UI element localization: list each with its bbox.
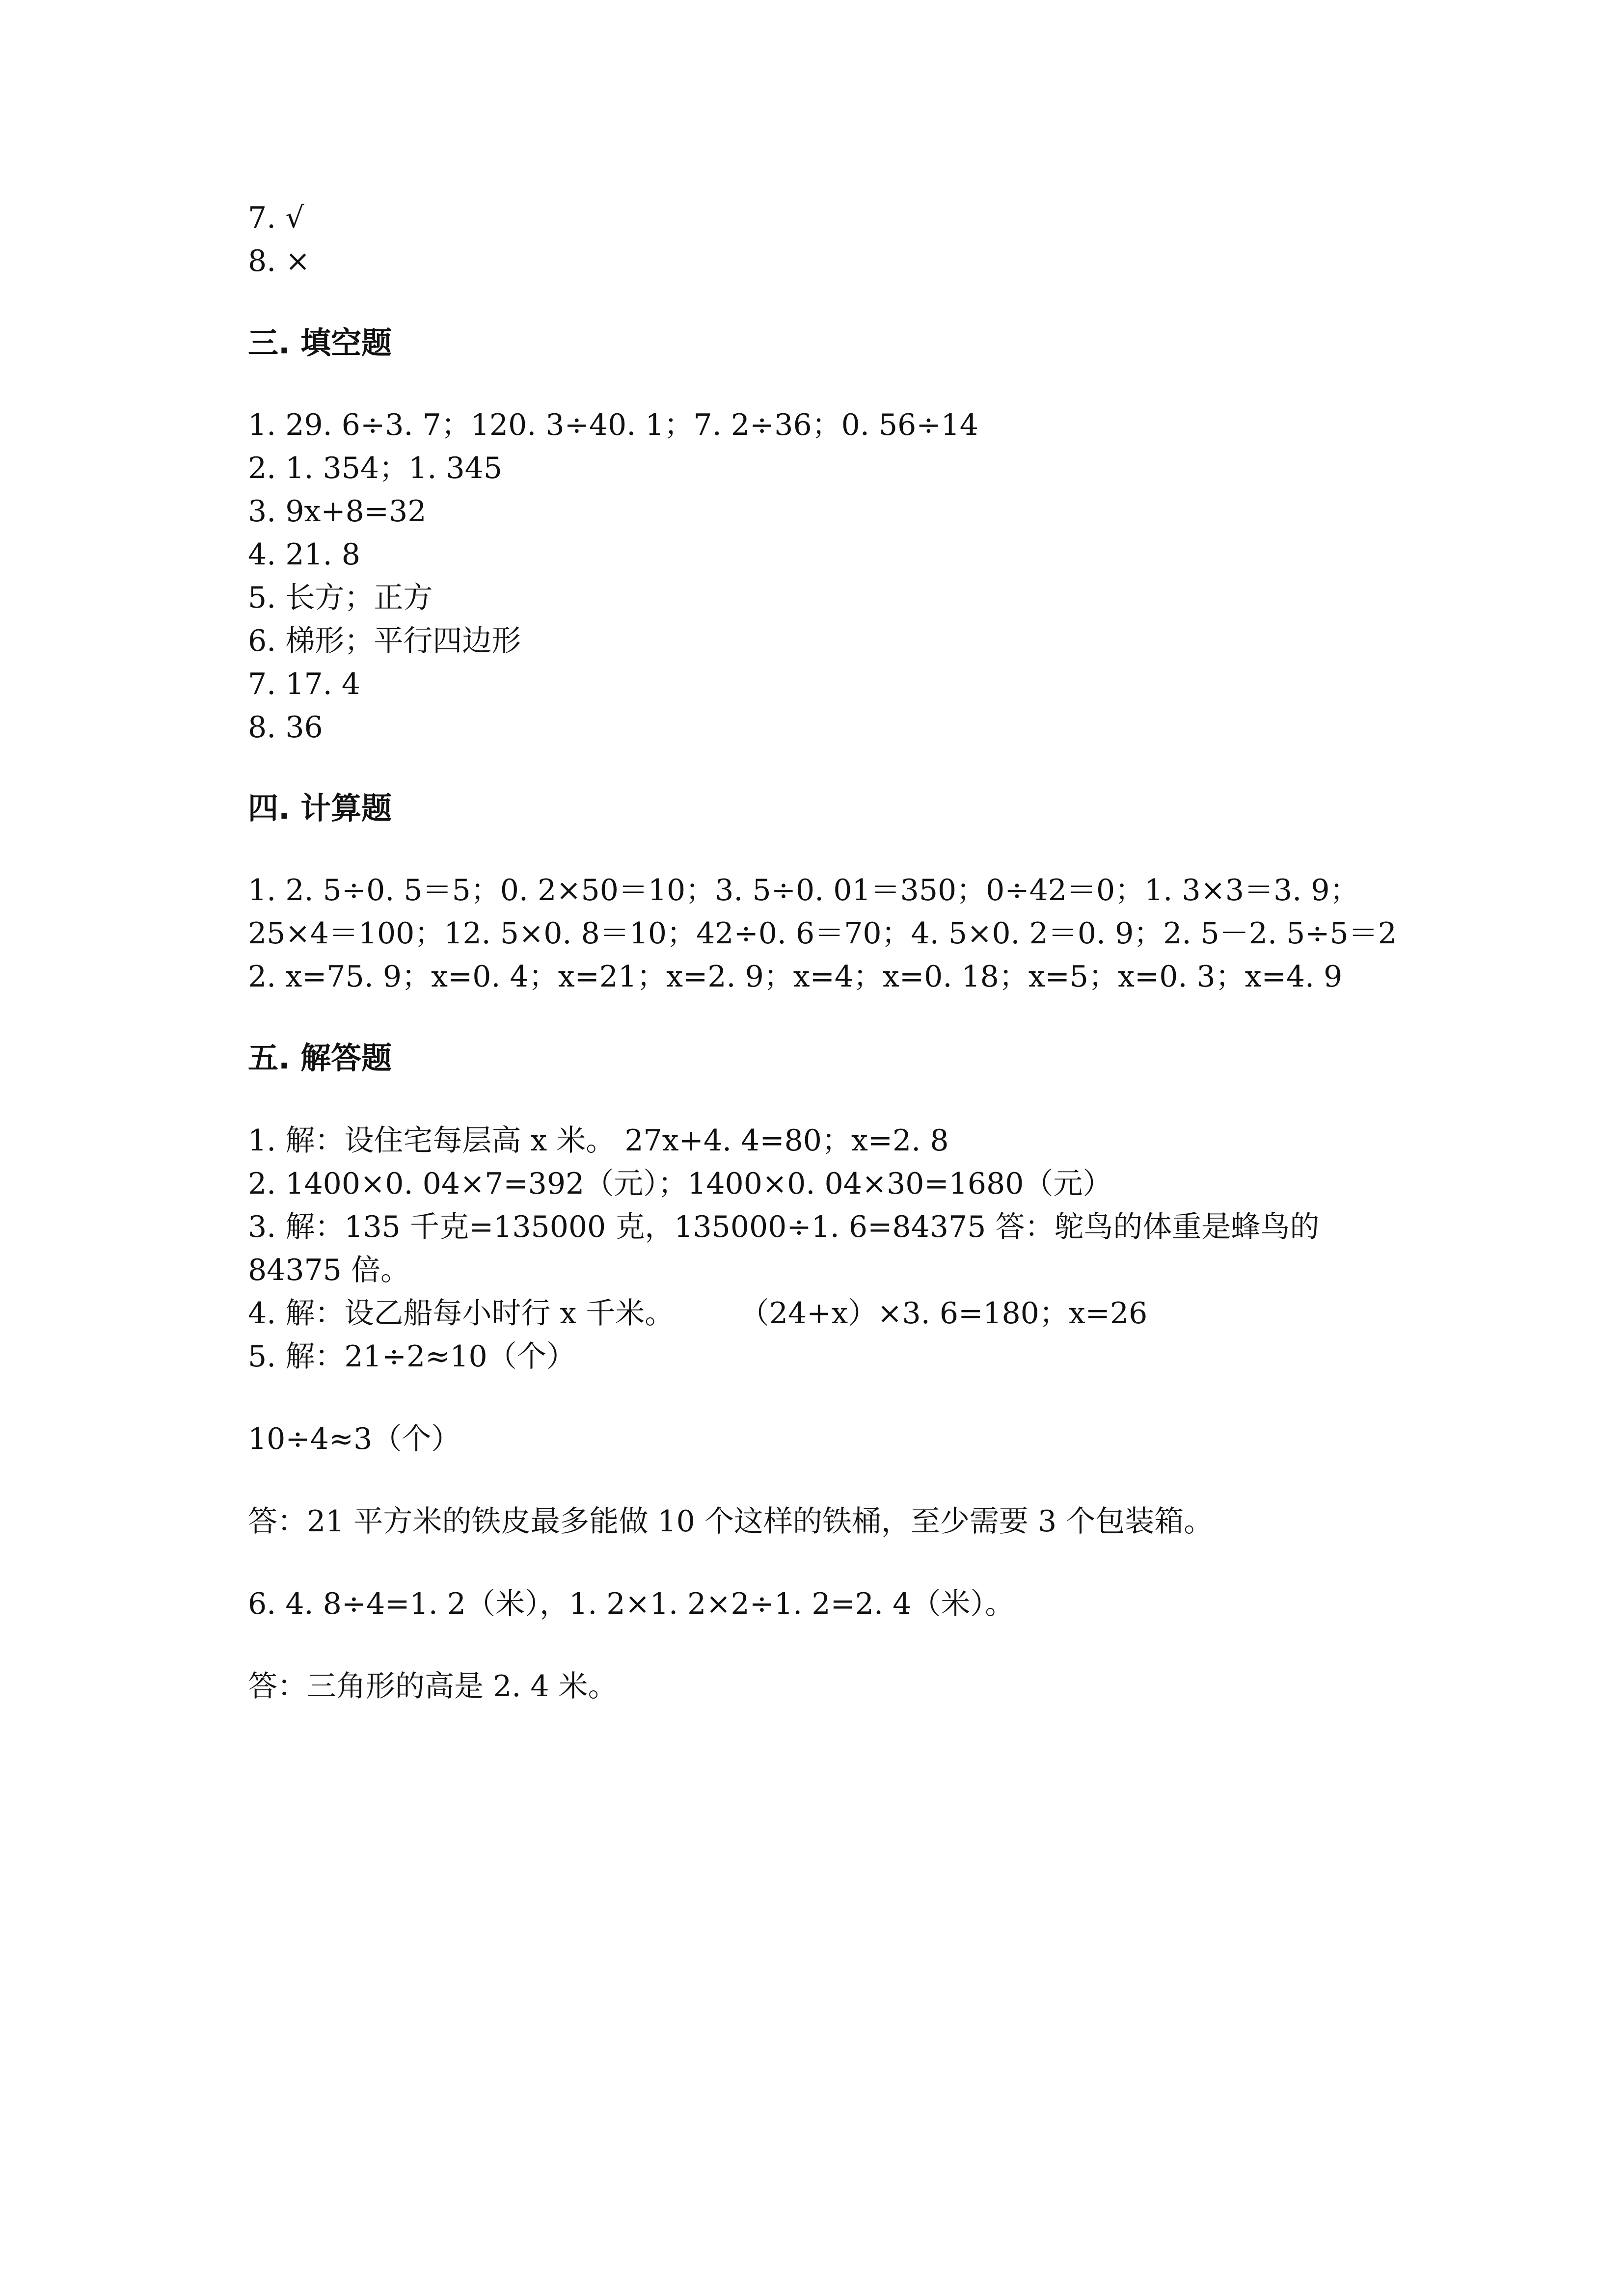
answer-line: 6. 4. 8÷4=1. 2（米），1. 2×1. 2×2÷1. 2=2. 4（米）。: [248, 1587, 1015, 1621]
answer-line: 84375 倍。: [248, 1253, 410, 1287]
answer-line: 8. ×: [248, 244, 310, 278]
section-heading-fill-blank: 三. 填空题: [248, 325, 392, 361]
answer-line: 3. 解：135 千克=135000 克，135000÷1. 6=84375 答：鸵鸟的体重是蜂鸟的: [248, 1210, 1320, 1244]
answer-line: 6. 梯形；平行四边形: [248, 624, 521, 658]
answer-line: 25×4＝100；12. 5×0. 8＝10；42÷0. 6＝70；4. 5×0. 2＝0. 9；2. 5－2. 5÷5＝2: [248, 916, 1397, 951]
answer-line: 1. 29. 6÷3. 7；120. 3÷40. 1；7. 2÷36；0. 56÷14: [248, 408, 978, 442]
section-heading-calculation: 四. 计算题: [248, 790, 392, 826]
answer-line: 8. 36: [248, 710, 323, 745]
answer-line: 10÷4≈3（个）: [248, 1422, 461, 1456]
answer-line: 1. 2. 5÷0. 5＝5；0. 2×50＝10；3. 5÷0. 01＝350；0÷42＝0；1. 3×3＝3. 9；: [248, 873, 1359, 908]
answer-line: 5. 解：21÷2≈10（个）: [248, 1339, 576, 1374]
answer-line: 4. 21. 8: [248, 537, 360, 572]
answer-line: 答：三角形的高是 2. 4 米。: [248, 1669, 618, 1704]
answer-line: 5. 长方；正方: [248, 581, 433, 615]
answer-line: 4. 解：设乙船每小时行 x 千米。 （24+x）×3. 6=180；x=26: [248, 1296, 1148, 1331]
section-heading-word-problems: 五. 解答题: [248, 1040, 392, 1076]
answer-line: 2. 1. 354；1. 345: [248, 451, 502, 485]
answer-line: 2. x=75. 9；x=0. 4；x=21；x=2. 9；x=4；x=0. 18；x=5；x=0. 3；x=4. 9: [248, 960, 1343, 994]
answer-line: 1. 解：设住宅每层高 x 米。 27x+4. 4=80；x=2. 8: [248, 1123, 949, 1158]
answer-line: 7. √: [248, 201, 304, 235]
answer-line: 7. 17. 4: [248, 667, 360, 701]
answer-line: 3. 9x+8=32: [248, 494, 427, 529]
answer-line: 2. 1400×0. 04×7=392（元）；1400×0. 04×30=1680（元）: [248, 1167, 1112, 1201]
answer-line: 答：21 平方米的铁皮最多能做 10 个这样的铁桶，至少需要 3 个包装箱。: [248, 1504, 1214, 1539]
